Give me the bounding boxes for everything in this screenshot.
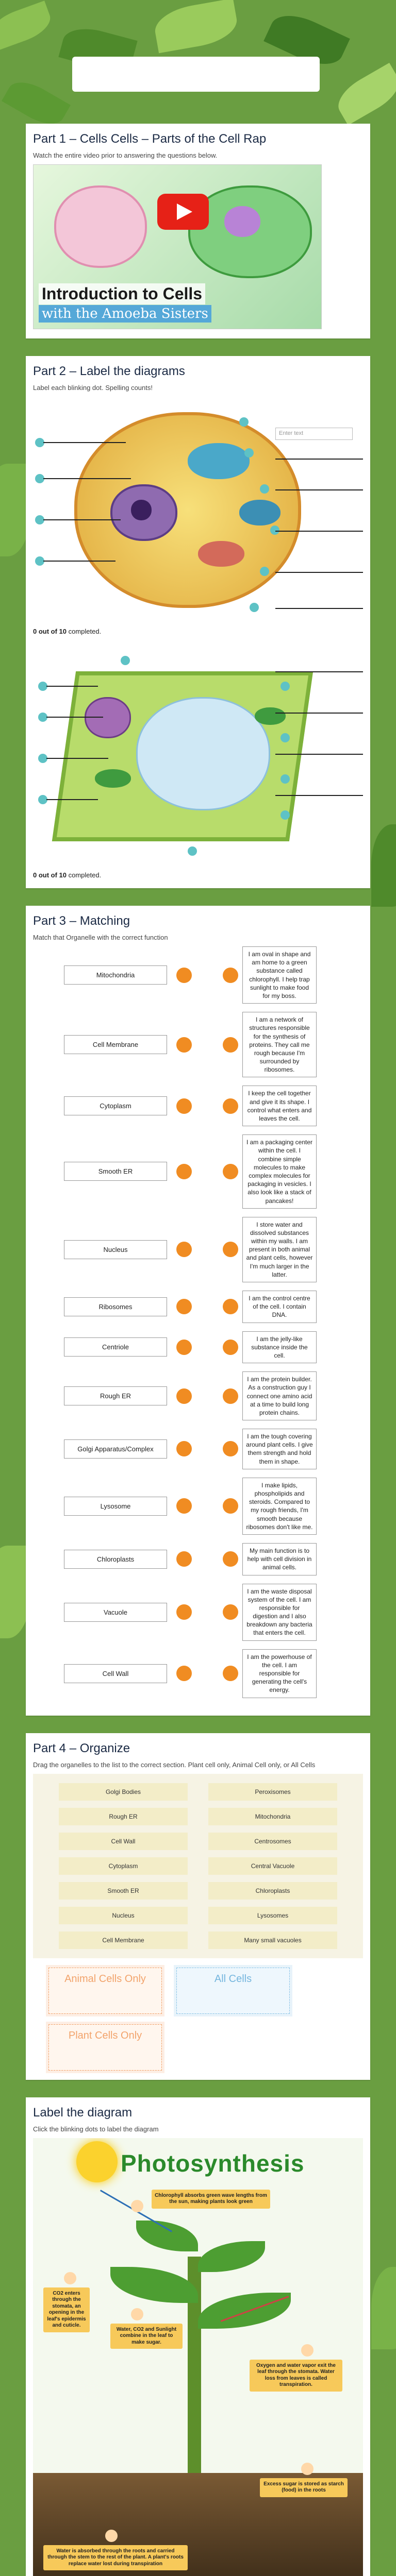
match-description[interactable]: I am the protein builder. As a construction guy I connect one amino acid at a time to build long protein chains.: [242, 1371, 317, 1420]
match-row: [33, 1331, 363, 1364]
match-term[interactable]: Smooth ER: [64, 1162, 167, 1181]
match-connector-left[interactable]: [176, 1498, 192, 1514]
match-term[interactable]: Golgi Apparatus/Complex: [64, 1439, 167, 1459]
leaf-icon: [110, 2267, 198, 2303]
match-connector-left[interactable]: [176, 1551, 192, 1567]
label-chlorophyll: Chlorophyll absorbs green wave lengths from the sun, making plants look green: [152, 2190, 270, 2209]
match-term[interactable]: Chloroplasts: [64, 1550, 167, 1569]
part1-section: [26, 124, 370, 338]
part5-section: [26, 2097, 370, 2576]
leaf-icon: [136, 2221, 198, 2251]
progress-diagram2: 0 out of 10 completed.: [33, 871, 102, 879]
part4-title: Part 4 – Organize: [33, 1741, 130, 1755]
part1-instruction: Watch the entire video prior to answering the questions below.: [33, 151, 218, 159]
part5-instruction: Click the blinking dots to label the diagram: [33, 2125, 159, 2133]
play-button-icon[interactable]: [157, 194, 209, 230]
match-description[interactable]: I am the powerhouse of the cell. I am responsible for generating the cell's energy.: [242, 1649, 317, 1698]
label-slot-6[interactable]: [275, 608, 363, 609]
photosynthesis-diagram: [33, 2138, 363, 2576]
match-term[interactable]: Cytoplasm: [64, 1096, 167, 1115]
video-subtitle: with the Amoeba Sisters: [39, 305, 211, 323]
label-slot-5[interactable]: [275, 572, 363, 573]
match-row: [33, 1217, 363, 1282]
part2-instruction: Label each blinking dot. Spelling counts!: [33, 384, 153, 392]
match-term[interactable]: Lysosome: [64, 1497, 167, 1516]
match-description[interactable]: I am the waste disposal system of the cell. I am responsible for digestion and I also breakdown any bacteria that enters the cell.: [242, 1584, 317, 1641]
match-term[interactable]: Cell Membrane: [64, 1035, 167, 1054]
progress-diagram1: 0 out of 10 completed.: [33, 628, 102, 635]
label-dot-6[interactable]: [244, 448, 254, 457]
match-connector-right[interactable]: [223, 1604, 238, 1620]
label-co2: CO2 enters through the stomata, an opening in the leaf's epidermis and cuticle.: [43, 2287, 90, 2332]
label-slot-10[interactable]: [275, 795, 363, 796]
match-connector-right[interactable]: [223, 1037, 238, 1053]
part3-section: [26, 906, 370, 1716]
match-connector-left[interactable]: [176, 1299, 192, 1314]
match-description[interactable]: I am the jelly-like substance inside the cell.: [242, 1331, 317, 1364]
header-title-box: [72, 57, 320, 92]
match-connector-right[interactable]: [223, 1340, 238, 1355]
match-term[interactable]: Nucleus: [64, 1240, 167, 1259]
match-row: [33, 1649, 363, 1698]
video-player[interactable]: [33, 164, 322, 329]
organize-item[interactable]: Cell Membrane: [59, 1931, 188, 1949]
label-dot-16[interactable]: [280, 682, 290, 691]
label-roots: Water is absorbed through the roots and carried through the stem to the rest of the plant. A plant's roots replace water lost during transpiration: [43, 2545, 188, 2571]
label-slot-2[interactable]: [275, 459, 363, 460]
part3-title: Part 3 – Matching: [33, 914, 130, 928]
organize-item[interactable]: Central Vacuole: [208, 1857, 337, 1875]
match-description[interactable]: My main function is to help with cell division in animal cells.: [242, 1543, 317, 1575]
match-connector-right[interactable]: [223, 1551, 238, 1567]
label-slot-7[interactable]: [275, 671, 363, 672]
organize-item[interactable]: Cytoplasm: [59, 1857, 188, 1875]
leaf-icon: [198, 2293, 291, 2329]
photo-dot-1[interactable]: [131, 2200, 143, 2212]
label-input-active[interactable]: Enter text: [275, 428, 353, 440]
photo-dot-6[interactable]: [105, 2530, 118, 2542]
label-dot-8[interactable]: [270, 526, 279, 535]
organize-item[interactable]: Peroxisomes: [208, 1783, 337, 1801]
match-row: [33, 1086, 363, 1126]
leaf-icon: [198, 2241, 265, 2272]
organize-item[interactable]: Centrosomes: [208, 1833, 337, 1850]
organize-item[interactable]: Nucleus: [59, 1907, 188, 1924]
match-connector-left[interactable]: [176, 1164, 192, 1179]
label-dot-17[interactable]: [280, 733, 290, 742]
page-container: [26, 0, 370, 2576]
match-term[interactable]: Ribosomes: [64, 1297, 167, 1316]
organize-item[interactable]: Chloroplasts: [208, 1882, 337, 1900]
drop-zone-all[interactable]: All Cells: [176, 1968, 290, 2014]
label-slot-8[interactable]: [275, 713, 363, 714]
part2-section: [26, 356, 370, 888]
match-term[interactable]: Rough ER: [64, 1386, 167, 1405]
organize-item-pool: [33, 1774, 363, 1958]
organize-item[interactable]: Mitochondria: [208, 1808, 337, 1825]
match-connector-left[interactable]: [176, 968, 192, 983]
match-description[interactable]: I keep the cell together and give it its shape. I control what enters and leaves the cell.: [242, 1086, 317, 1126]
label-dot-19[interactable]: [280, 810, 290, 820]
match-description[interactable]: I am the tough covering around plant cells. I give them strength and hold them in shape.: [242, 1429, 317, 1469]
photo-dot-2[interactable]: [64, 2272, 76, 2284]
part4-section: [26, 1733, 370, 2080]
match-connector-right[interactable]: [223, 968, 238, 983]
match-connector-right[interactable]: [223, 1388, 238, 1404]
match-row: [33, 1291, 363, 1323]
organize-item[interactable]: Golgi Bodies: [59, 1783, 188, 1801]
match-row: [33, 1371, 363, 1420]
photo-dot-4[interactable]: [301, 2344, 314, 2357]
match-term[interactable]: Mitochondria: [64, 965, 167, 985]
part5-title: Label the diagram: [33, 2105, 133, 2120]
label-dot-9[interactable]: [260, 567, 269, 576]
match-row: [33, 1134, 363, 1209]
part4-instruction: Drag the organelles to the list to the correct section. Plant cell only, Animal Cell only, or All Cells: [33, 1760, 316, 1769]
label-dot-5[interactable]: [239, 417, 249, 427]
match-description[interactable]: I am a network of structures responsible for the synthesis of proteins. They call me rough because I'm surrounded by ribosomes.: [242, 1012, 317, 1077]
match-term[interactable]: Centriole: [64, 1337, 167, 1357]
match-connector-right[interactable]: [223, 1441, 238, 1456]
drop-zone-plant[interactable]: Plant Cells Only: [48, 2024, 162, 2071]
match-connector-left[interactable]: [176, 1037, 192, 1053]
photo-dot-3[interactable]: [131, 2308, 143, 2320]
match-row: [33, 1543, 363, 1575]
match-row: [33, 1429, 363, 1469]
video-title: Introduction to Cells: [39, 283, 205, 304]
label-dot-20[interactable]: [188, 846, 197, 856]
organize-item[interactable]: Rough ER: [59, 1808, 188, 1825]
match-connector-left[interactable]: [176, 1441, 192, 1456]
label-water-co2: Water, CO2 and Sunlight combine in the leaf to make sugar.: [110, 2324, 183, 2349]
match-connector-right[interactable]: [223, 1164, 238, 1179]
match-row: [33, 1478, 363, 1535]
photo-dot-5[interactable]: [301, 2463, 314, 2475]
match-description[interactable]: I store water and dissolved substances within my walls. I am present in both animal and plant cells, however I'm much larger in the latter.: [242, 1217, 317, 1282]
match-connector-left[interactable]: [176, 1340, 192, 1355]
match-description[interactable]: I am the control centre of the cell. I contain DNA.: [242, 1291, 317, 1323]
match-description[interactable]: I am a packaging center within the cell. I combine simple molecules to make complex molecules for packaging in vesicles. I also look like a stack of pancakes!: [242, 1134, 317, 1209]
label-dot-10[interactable]: [250, 603, 259, 612]
label-glucose: Excess sugar is stored as starch (food) in the roots: [260, 2478, 348, 2497]
match-row: [33, 1012, 363, 1077]
animal-cell-diagram: [33, 397, 363, 623]
label-slot-4[interactable]: [275, 531, 363, 532]
label-oxygen: Oxygen and water vapor exit the leaf through the stomata. Water loss from leaves is called transpiration.: [250, 2360, 342, 2392]
organize-item[interactable]: Cell Wall: [59, 1833, 188, 1850]
match-connector-right[interactable]: [223, 1299, 238, 1314]
drop-zone-animal[interactable]: Animal Cells Only: [48, 1968, 162, 2014]
match-term[interactable]: Vacuole: [64, 1603, 167, 1622]
diagram-title: Photosynthesis: [121, 2149, 305, 2177]
sun-icon: [76, 2141, 118, 2182]
label-dot-7[interactable]: [260, 484, 269, 494]
label-dot-15[interactable]: [121, 656, 130, 665]
match-connector-left[interactable]: [176, 1242, 192, 1257]
drop-zones: [48, 1968, 363, 2071]
match-row: [33, 946, 363, 1004]
label-dot-18[interactable]: [280, 774, 290, 784]
match-connector-right[interactable]: [223, 1666, 238, 1681]
match-connector-left[interactable]: [176, 1388, 192, 1404]
organize-item[interactable]: Smooth ER: [59, 1882, 188, 1900]
match-description[interactable]: I make lipids, phospholipids and steroids. Compared to my rough friends, I'm smooth because ribosomes don't like me.: [242, 1478, 317, 1535]
match-description[interactable]: I am oval in shape and am home to a green substance called chlorophyll. I help trap sunlight to make food for my boss.: [242, 946, 317, 1004]
label-slot-9[interactable]: [275, 754, 363, 755]
match-connector-right[interactable]: [223, 1242, 238, 1257]
header-banner: [26, 0, 370, 124]
part3-instruction: Match that Organelle with the correct function: [33, 934, 168, 941]
plant-cell-diagram: [33, 651, 363, 867]
match-connector-left[interactable]: [176, 1098, 192, 1114]
match-connector-left[interactable]: [176, 1604, 192, 1620]
matching-list: [33, 946, 363, 1698]
match-row: [33, 1584, 363, 1641]
label-slot-3[interactable]: [275, 489, 363, 490]
match-connector-left[interactable]: [176, 1666, 192, 1681]
match-term[interactable]: Cell Wall: [64, 1664, 167, 1683]
match-connector-right[interactable]: [223, 1498, 238, 1514]
organize-item[interactable]: Many small vacuoles: [208, 1931, 337, 1949]
part1-title: Part 1 – Cells Cells – Parts of the Cell Rap: [33, 132, 267, 146]
part2-title: Part 2 – Label the diagrams: [33, 364, 185, 378]
organize-item[interactable]: Lysosomes: [208, 1907, 337, 1924]
match-connector-right[interactable]: [223, 1098, 238, 1114]
